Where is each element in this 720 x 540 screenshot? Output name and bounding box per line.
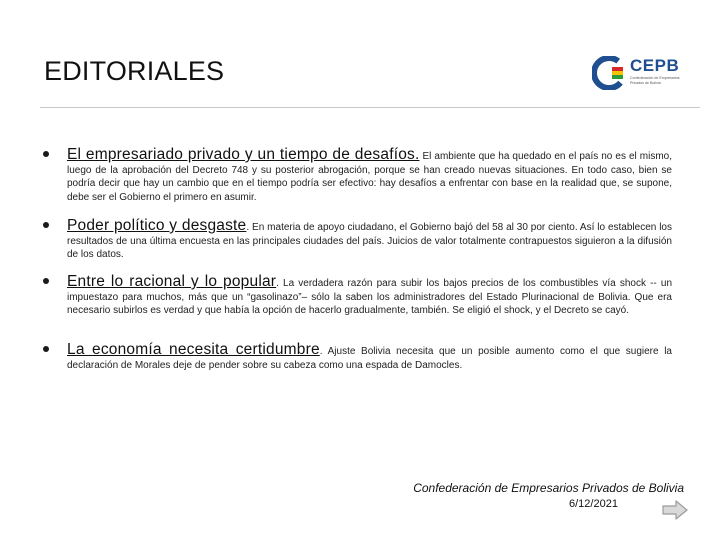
cepb-logo-icon (592, 56, 626, 90)
bullet-icon (43, 278, 49, 284)
item-text (67, 148, 672, 204)
bullet-icon (43, 346, 49, 352)
item-text (67, 219, 672, 262)
list-item (40, 343, 672, 383)
footer-organization: Confederación de Empresarios Privados de Bolivia (413, 481, 684, 495)
item-heading-link[interactable]: El empresariado privado y un tiempo de desafíos. (67, 146, 420, 163)
item-body: El ambiente que ha quedado en el país no es el mismo, luego de la aprobación del Decreto 748 y su posterior abrogación, porque se han creado nuevas situaciones. En todo caso, bien se podría decir que hay un cambio que en el tiempo podría ser efectivo: hay desafíos a enfrentar con base en la realidad que, se supone, debe ser el Gobierno el primero en asumir. (67, 151, 672, 203)
item-body: . Ajuste Bolivia necesita que un posible aumento como el que sugiere la declaración de Morales deje de pender sobre su cabeza como una espada de Damocles. (67, 346, 672, 371)
item-body: . En materia de apoyo ciudadano, el Gobierno bajó del 58 al 30 por ciento. Así lo establecen los resultados de una última encuesta en las principales ciudades del país. Juicios de valor totalmente contrapuestos siguieron a la difusión de los datos. (67, 222, 672, 260)
list-item (40, 275, 672, 345)
item-heading-link[interactable]: Entre lo racional y lo popular (67, 273, 277, 290)
item-heading-link[interactable]: La economía necesita certidumbre (67, 341, 320, 358)
list-item (40, 219, 672, 277)
item-text (67, 275, 672, 318)
page-title: EDITORIALES (44, 56, 225, 86)
logo-text: CEPB (630, 56, 680, 75)
editorial-list (40, 146, 673, 383)
item-text (67, 343, 672, 372)
footer-date: 6/12/2021 (569, 498, 618, 510)
item-body: . La verdadera razón para subir los bajos precios de los combustibles vía shock -- un impuestazo para muchos, más que un “gasolinazo”– sólo la saben los administradores del Estado Plurinacional de Bolivia. Que era necesario subirlos es verdad y que había la opción de hacerlo gradualmente, también. Se eligió el shock, y el Decreto se cayó. (67, 278, 673, 316)
cepb-logo (592, 56, 684, 90)
bullet-icon (43, 222, 49, 228)
header-divider (40, 107, 700, 108)
logo-subtext: Confederación de Empresarios Privados de Bolivia (630, 76, 680, 85)
bullet-icon (43, 151, 49, 157)
list-item (40, 148, 672, 221)
item-heading-link[interactable]: Poder político y desgaste (67, 217, 247, 234)
arrow-right-icon[interactable] (662, 500, 688, 520)
